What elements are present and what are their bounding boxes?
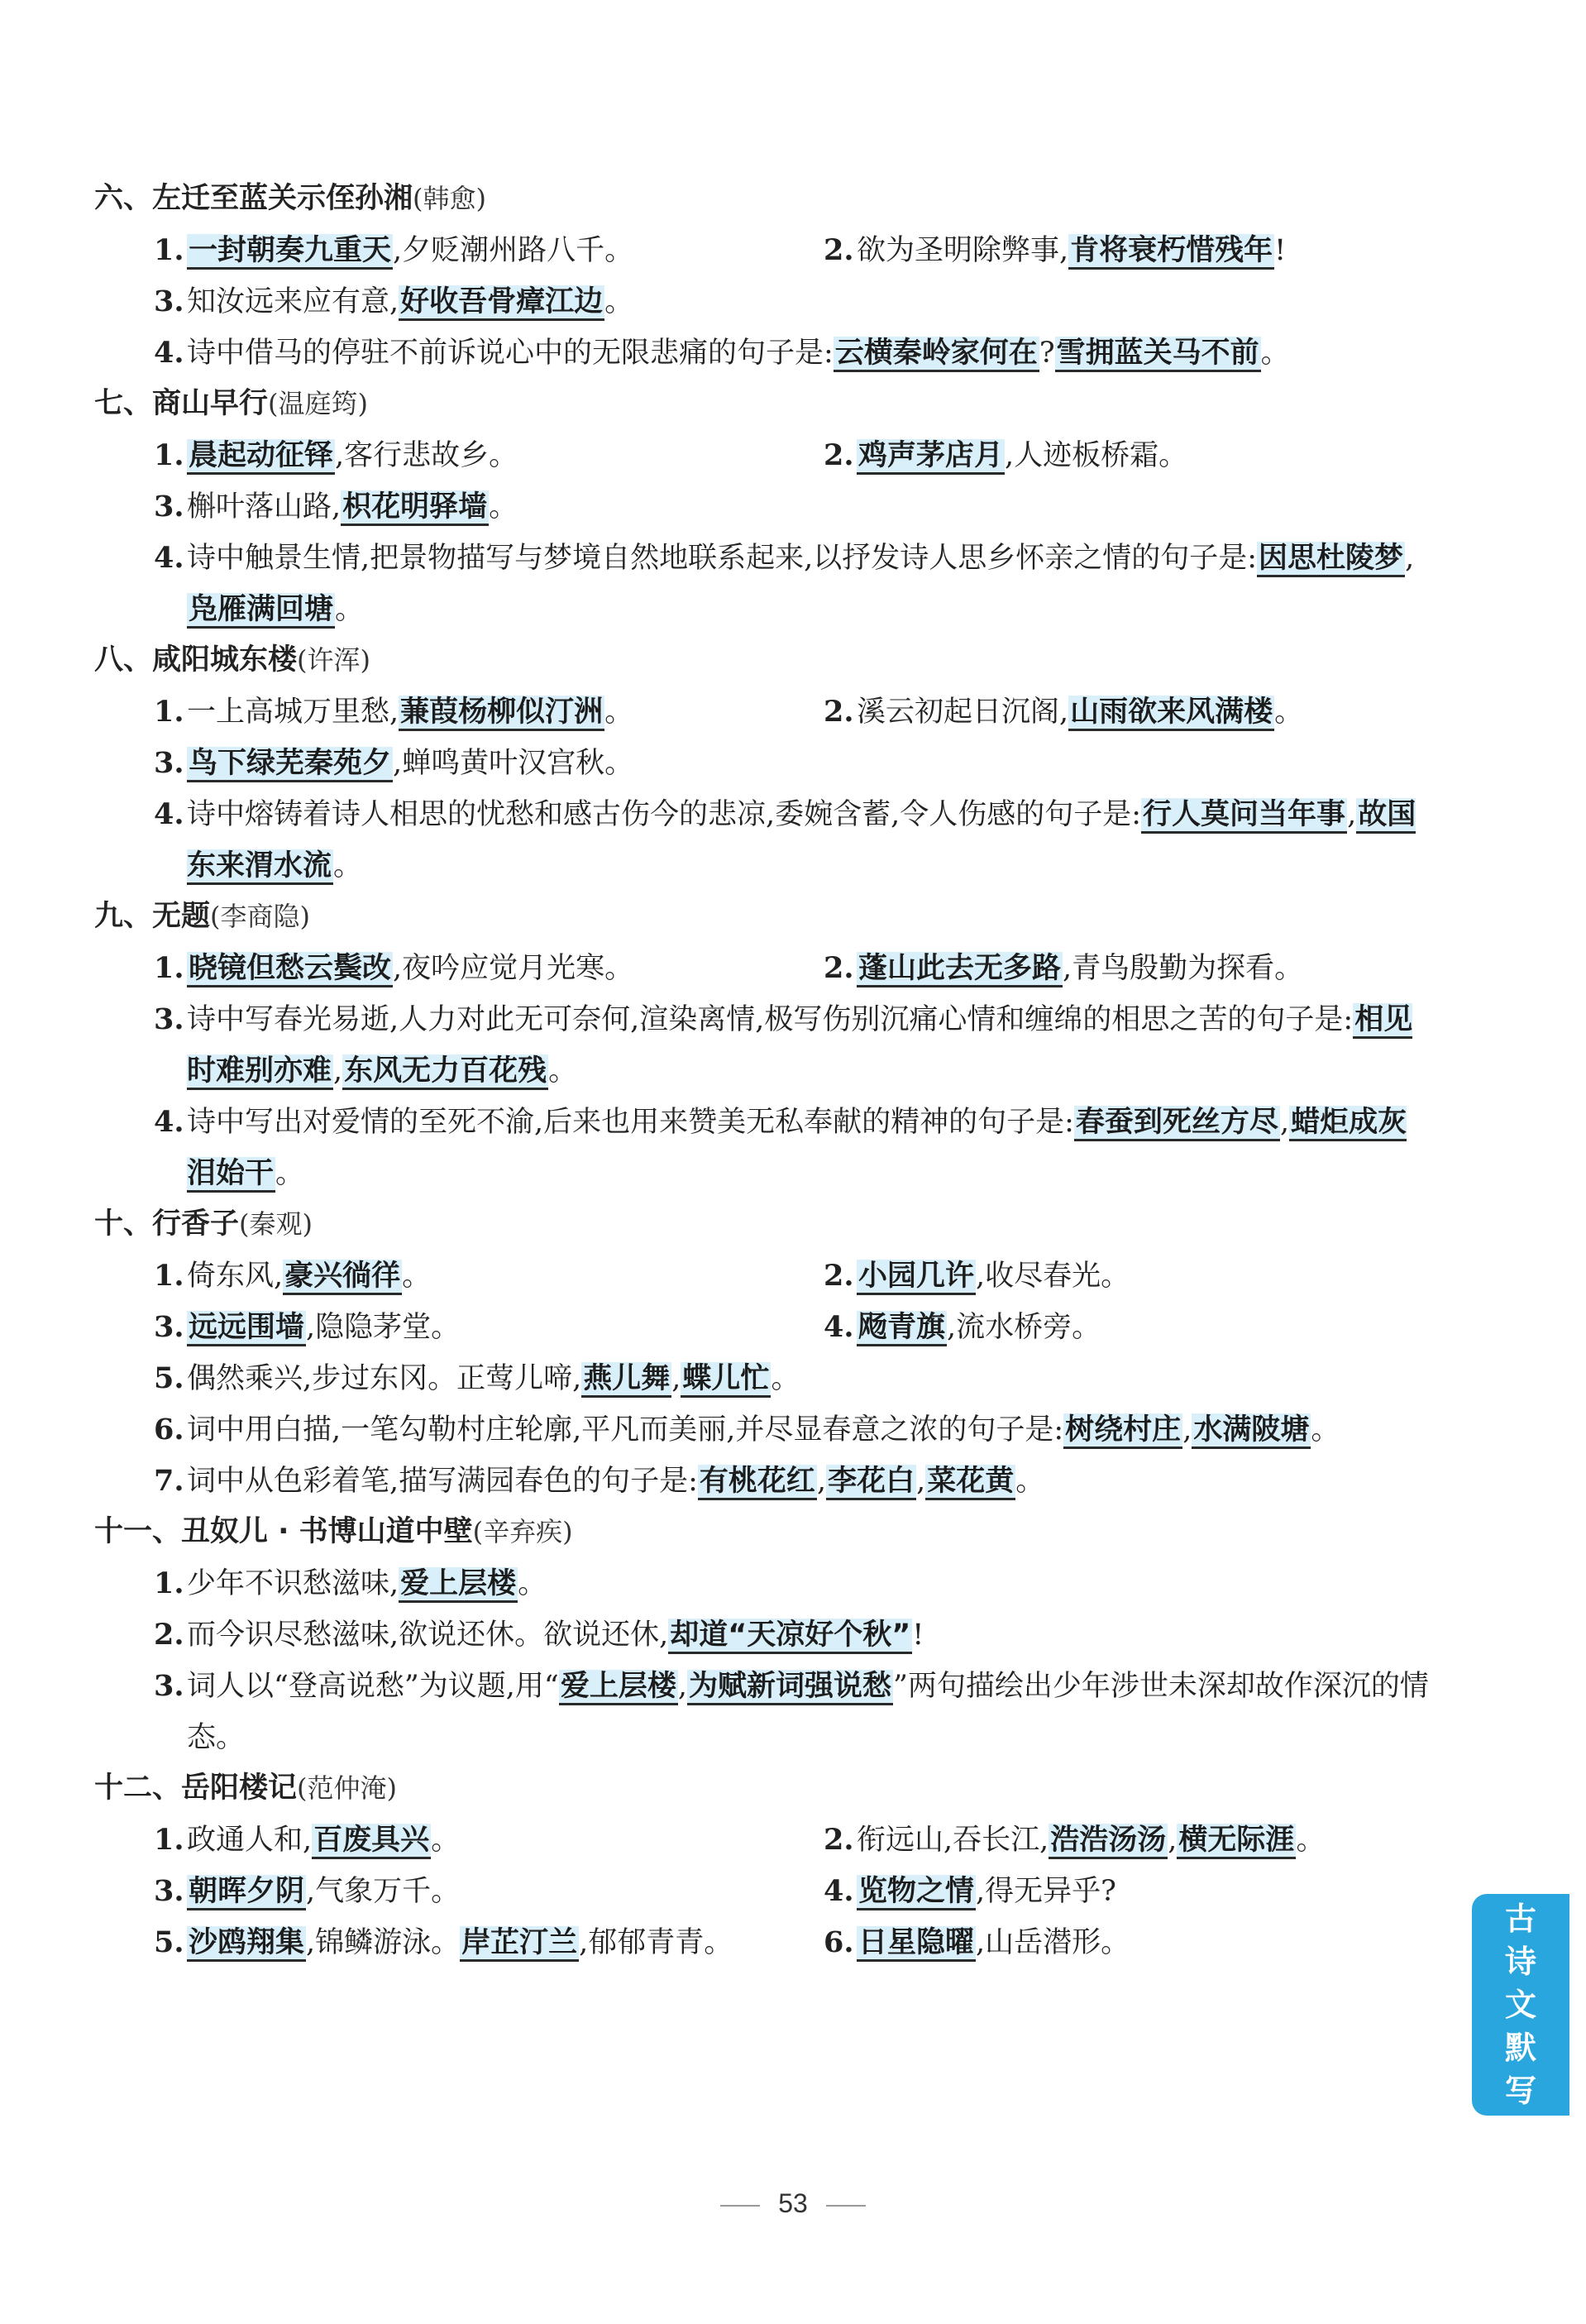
question-number: 4. [824,1310,854,1344]
question-item [94,789,1434,892]
prompt-text: 倚东风, [187,1260,284,1293]
answer-highlight: 蜡炬成灰泪始干 [187,1106,1407,1193]
question-number: 1. [154,951,184,985]
answer-content [94,174,1434,1968]
question-number: 6. [824,1925,854,1959]
answer-highlight: 蒹葭杨柳似汀洲 [399,696,604,731]
question-row [94,1866,1434,1917]
section-title [94,1207,1434,1241]
answer-highlight: 相见时难别亦难 [187,1003,1412,1090]
prompt-text: ,收尽春光。 [976,1260,1130,1293]
question-item [94,430,764,481]
question-row [94,1456,1434,1507]
poem-author: (许浑) [297,644,370,676]
poem-title: 十一、丑奴儿 · 书博山道中壁 [94,1515,473,1548]
question-text [187,1097,1434,1199]
answer-highlight: 有桃花红 [698,1465,817,1500]
answer-highlight: 枳花明驿墙 [341,490,489,526]
prompt-text: ,锦鳞游泳。 [306,1926,461,1959]
prompt-text: ,郁郁青青。 [579,1926,733,1959]
section-title [94,900,1434,933]
question-row [94,533,1434,635]
prompt-text: 政通人和, [187,1824,313,1857]
prompt-text: ,客行悲故乡。 [335,439,518,472]
question-row [94,328,1434,379]
prompt-text: 。 [431,1824,461,1857]
prompt-text: ,隐隐茅堂。 [306,1311,461,1344]
answer-highlight: 晨起动征铎 [187,439,335,475]
prompt-text: 。 [1311,1413,1340,1447]
answer-highlight: 蝶儿忙 [681,1362,771,1398]
question-text [187,1404,1434,1456]
question-row [94,686,1434,738]
question-number: 4. [824,1874,854,1908]
question-text [187,1456,1434,1507]
question-text [187,738,1434,789]
question-number: 5. [154,1925,184,1959]
side-tab-char: 默 [1504,2030,1536,2066]
prompt-text: ? [1039,337,1055,370]
prompt-text: , [671,1362,681,1395]
answer-highlight: 雪拥蓝关马不前 [1055,337,1261,372]
prompt-text: , [916,1465,926,1498]
poem-title: 八、咸阳城东楼 [94,643,298,677]
question-item [94,1866,764,1917]
answer-highlight: 沙鸥翔集 [187,1926,306,1962]
prompt-text: ,夜吟应觉月光寒。 [393,952,634,985]
prompt-text: 。 [333,849,363,882]
question-row [94,1353,1434,1404]
question-item [764,686,1434,738]
question-text [857,686,1434,738]
question-item [764,1815,1434,1866]
question-text [187,1609,1434,1661]
answer-highlight: 好收吾骨瘴江边 [399,285,604,321]
answer-highlight: 东风无力百花残 [342,1054,548,1090]
poem-section [94,182,1434,379]
section-title [94,1515,1434,1548]
question-number: 3. [154,746,184,780]
question-item [94,994,1434,1097]
question-text [187,943,764,994]
prompt-text: ,蝉鸣黄叶汉宫秋。 [393,747,634,780]
question-number: 3. [154,1669,184,1703]
prompt-text: 槲叶落山路, [187,490,342,524]
question-number: 2. [824,438,854,472]
prompt-text: 词人以“登高说愁”为议题,用“ [187,1670,559,1703]
prompt-text: ”两句描绘出少年涉世未深却故作深沉的情态。 [187,1670,1429,1754]
question-text [857,943,1434,994]
question-number: 4. [154,541,184,575]
prompt-text: , [1279,1106,1290,1139]
question-item [94,1353,1434,1404]
answer-highlight: 一封朝奏九重天 [187,234,393,270]
prompt-text: 。 [604,285,634,318]
question-text [857,225,1434,276]
prompt-text: 衔远山,吞长江, [857,1824,1049,1857]
answer-highlight: 鸟下绿芜秦苑夕 [187,747,393,782]
question-number: 2. [154,1618,184,1652]
answer-highlight: 豪兴徜徉 [283,1260,402,1295]
question-number: 4. [154,336,184,370]
question-text [187,994,1434,1097]
section-title [94,1772,1434,1805]
prompt-text: 而今识尽愁滋味,欲说还休。欲说还休, [187,1619,669,1652]
question-row [94,1558,1434,1609]
question-text [187,225,764,276]
question-item [94,1250,764,1302]
answer-highlight: 鸡声茅店月 [857,439,1005,475]
question-row [94,789,1434,892]
prompt-text: 。 [771,1362,800,1395]
question-number: 4. [154,797,184,831]
poem-author: (韩愈) [413,183,486,214]
prompt-text: 。 [548,1054,578,1088]
question-row [94,994,1434,1097]
answer-highlight: 春蚕到死丝方尽 [1074,1106,1280,1141]
prompt-text: 。 [1274,696,1304,729]
question-number: 2. [824,695,854,729]
prompt-text: 诗中写出对爱情的至死不渝,后来也用来赞美无私奉献的精神的句子是: [187,1106,1074,1139]
prompt-text: ! [912,1619,924,1652]
side-tab-char: 诗 [1504,1944,1536,1980]
question-number: 1. [154,1259,184,1293]
question-row [94,1302,1434,1353]
question-text [857,1866,1434,1917]
poem-section [94,643,1434,892]
question-item [94,1456,1434,1507]
answer-highlight: 李花白 [826,1465,916,1500]
question-text [187,1815,764,1866]
question-number: 3. [154,1874,184,1908]
poem-author: (范仲淹) [297,1772,397,1804]
prompt-text: ,人迹板桥霜。 [1005,439,1188,472]
prompt-text: ! [1274,234,1287,267]
question-text [187,789,1434,892]
question-text [187,276,1434,328]
question-item [94,1661,1434,1763]
question-text [187,1866,764,1917]
question-row [94,943,1434,994]
question-number: 3. [154,1002,184,1036]
section-title [94,182,1434,215]
poem-section [94,1772,1434,1968]
poem-author: (温庭筠) [268,388,368,419]
prompt-text: ,青鸟殷勤为探看。 [1063,952,1304,985]
question-row [94,738,1434,789]
question-item [94,1815,764,1866]
answer-highlight: 肯将衰朽惜残年 [1068,234,1274,270]
question-item [94,1404,1434,1456]
answer-highlight: 览物之情 [857,1875,976,1910]
poem-author: (李商隐) [210,901,310,932]
poem-section [94,1207,1434,1507]
poem-author: (秦观) [239,1208,313,1240]
prompt-text: 偶然乘兴,步过东冈。正莺儿啼, [187,1362,582,1395]
side-tab-char: 文 [1504,1987,1536,2023]
question-number: 3. [154,490,184,524]
question-text [857,1250,1434,1302]
question-number: 1. [154,695,184,729]
prompt-text: , [1347,798,1357,831]
question-number: 2. [824,951,854,985]
question-row [94,1661,1434,1763]
prompt-text: , [816,1465,827,1498]
question-text [187,1302,764,1353]
question-item [764,1866,1434,1917]
question-row [94,276,1434,328]
poem-title: 十、行香子 [94,1207,240,1241]
answer-highlight: 爱上层楼 [559,1670,678,1705]
question-item [94,225,764,276]
answer-highlight: 行人莫问当年事 [1141,798,1347,834]
prompt-text: 。 [1260,337,1290,370]
question-item [764,430,1434,481]
prompt-text: 。 [489,490,518,524]
answer-highlight: 远远围墙 [187,1311,306,1346]
question-text [187,481,1434,533]
answer-highlight: 凫雁满回塘 [187,593,335,629]
question-item [94,1917,764,1968]
question-row [94,481,1434,533]
question-number: 3. [154,1310,184,1344]
poem-title: 六、左迁至蓝关示侄孙湘 [94,182,413,215]
answer-highlight: 菜花黄 [925,1465,1015,1500]
page-number-dash-left [720,2205,760,2207]
question-text [187,533,1434,635]
question-text [187,1661,1434,1763]
page-number-text: 53 [778,2188,808,2218]
question-item [764,1917,1434,1968]
question-text [857,1302,1434,1353]
question-number: 5. [154,1361,184,1395]
answer-highlight: 故国东来渭水流 [187,798,1416,885]
poem-section [94,1515,1434,1763]
answer-highlight: 爱上层楼 [399,1567,518,1603]
answer-highlight: 因思杜陵梦 [1257,542,1405,577]
answer-highlight: 横无际涯 [1177,1824,1296,1859]
page-number [0,2188,1586,2219]
prompt-text: ,夕贬潮州路八千。 [393,234,634,267]
question-number: 2. [824,1259,854,1293]
prompt-text: 词中用白描,一笔勾勒村庄轮廓,平凡而美丽,并尽显春意之浓的句子是: [187,1413,1064,1447]
question-number: 1. [154,1566,184,1600]
question-text [187,1353,1434,1404]
question-text [187,1558,1434,1609]
question-text [857,1917,1434,1968]
question-text [187,1250,764,1302]
poem-section [94,900,1434,1199]
prompt-text: 少年不识愁滋味, [187,1567,399,1600]
question-number: 4. [154,1105,184,1139]
question-row [94,1097,1434,1199]
section-title [94,643,1434,677]
question-item [764,1250,1434,1302]
prompt-text: 。 [518,1567,547,1600]
prompt-text: 。 [402,1260,432,1293]
question-row [94,1404,1434,1456]
prompt-text: 。 [1296,1824,1326,1857]
prompt-text: ,气象万千。 [306,1875,461,1908]
poem-title: 七、商山早行 [94,387,269,420]
prompt-text: ,山岳潜形。 [976,1926,1130,1959]
poem-title: 十二、岳阳楼记 [94,1772,298,1805]
question-text [187,430,764,481]
question-number: 6. [154,1413,184,1447]
question-item [764,225,1434,276]
question-item [94,328,1434,379]
answer-highlight: 蓬山此去无多路 [857,952,1063,987]
question-text [187,1917,764,1968]
side-tab-char: 写 [1504,2073,1536,2109]
question-number: 1. [154,233,184,267]
question-text [857,1815,1434,1866]
question-item [764,1302,1434,1353]
question-row [94,1609,1434,1661]
question-number: 2. [824,233,854,267]
prompt-text: 一上高城万里愁, [187,696,399,729]
question-item [94,276,1434,328]
question-row [94,430,1434,481]
prompt-text: 知汝远来应有意, [187,285,399,318]
answer-highlight: 百废具兴 [312,1824,431,1859]
answer-highlight: 朝晖夕阴 [187,1875,306,1910]
question-item [94,686,764,738]
question-number: 1. [154,438,184,472]
answer-highlight: 小园几许 [857,1260,976,1295]
question-text [857,430,1434,481]
answer-highlight: 燕儿舞 [581,1362,671,1398]
prompt-text: 。 [604,696,634,729]
question-row [94,1815,1434,1866]
poem-section [94,387,1434,635]
question-number: 1. [154,1823,184,1857]
question-item [764,943,1434,994]
answer-highlight: 树绕村庄 [1063,1413,1182,1449]
question-row [94,225,1434,276]
question-text [187,328,1434,379]
prompt-text: 。 [335,593,365,626]
question-item [94,481,1434,533]
prompt-text: 诗中写春光易逝,人力对此无可奈何,渲染离情,极写伤别沉痛心情和缠绵的相思之苦的句子是: [187,1003,1354,1036]
prompt-text: , [1405,542,1415,575]
prompt-text: ,得无异乎? [976,1875,1116,1908]
question-number: 2. [824,1823,854,1857]
question-item [94,738,1434,789]
answer-highlight: 却道“天凉好个秋” [668,1619,912,1654]
question-item [94,1558,1434,1609]
poem-title: 九、无题 [94,900,211,933]
question-item [94,1609,1434,1661]
prompt-text: 诗中熔铸着诗人相思的忧愁和感古伤今的悲凉,委婉含蓄,令人伤感的句子是: [187,798,1142,831]
answer-highlight: 水满陂塘 [1192,1413,1311,1449]
answer-highlight: 山雨欲来风满楼 [1068,696,1274,731]
section-title [94,387,1434,420]
answer-highlight: 飏青旗 [857,1311,947,1346]
prompt-text: 词中从色彩着笔,描写满园春色的句子是: [187,1465,698,1498]
side-tab-classical-dictation [1472,1894,1569,2116]
question-item [94,1097,1434,1199]
prompt-text: ,流水桥旁。 [947,1311,1101,1344]
prompt-text: 欲为圣明除弊事, [857,234,1069,267]
question-number: 3. [154,285,184,318]
answer-highlight: 晓镜但愁云鬓改 [187,952,393,987]
answer-highlight: 岸芷汀兰 [460,1926,579,1962]
poem-author: (辛弃疾) [472,1516,573,1547]
answer-highlight: 云横秦岭家何在 [834,337,1039,372]
page-number-dash-right [826,2205,866,2207]
prompt-text: 。 [1015,1465,1045,1498]
prompt-text: 诗中触景生情,把景物描写与梦境自然地联系起来,以抒发诗人思乡怀亲之情的句子是: [187,542,1258,575]
prompt-text: 。 [275,1157,305,1190]
question-item [94,943,764,994]
prompt-text: , [677,1670,687,1703]
question-item [94,1302,764,1353]
prompt-text: 溪云初起日沉阁, [857,696,1069,729]
prompt-text: 诗中借马的停驻不前诉说心中的无限悲痛的句子是: [187,337,834,370]
prompt-text: , [1168,1824,1178,1857]
prompt-text: , [1182,1413,1192,1447]
question-item [94,533,1434,635]
prompt-text: , [333,1054,343,1088]
question-row [94,1917,1434,1968]
answer-highlight: 日星隐曜 [857,1926,976,1962]
answer-highlight: 浩浩汤汤 [1049,1824,1168,1859]
side-tab-char: 古 [1504,1901,1536,1937]
answer-highlight: 为赋新词强说愁 [687,1670,893,1705]
question-row [94,1250,1434,1302]
question-text [187,686,764,738]
question-number: 7. [154,1464,184,1498]
